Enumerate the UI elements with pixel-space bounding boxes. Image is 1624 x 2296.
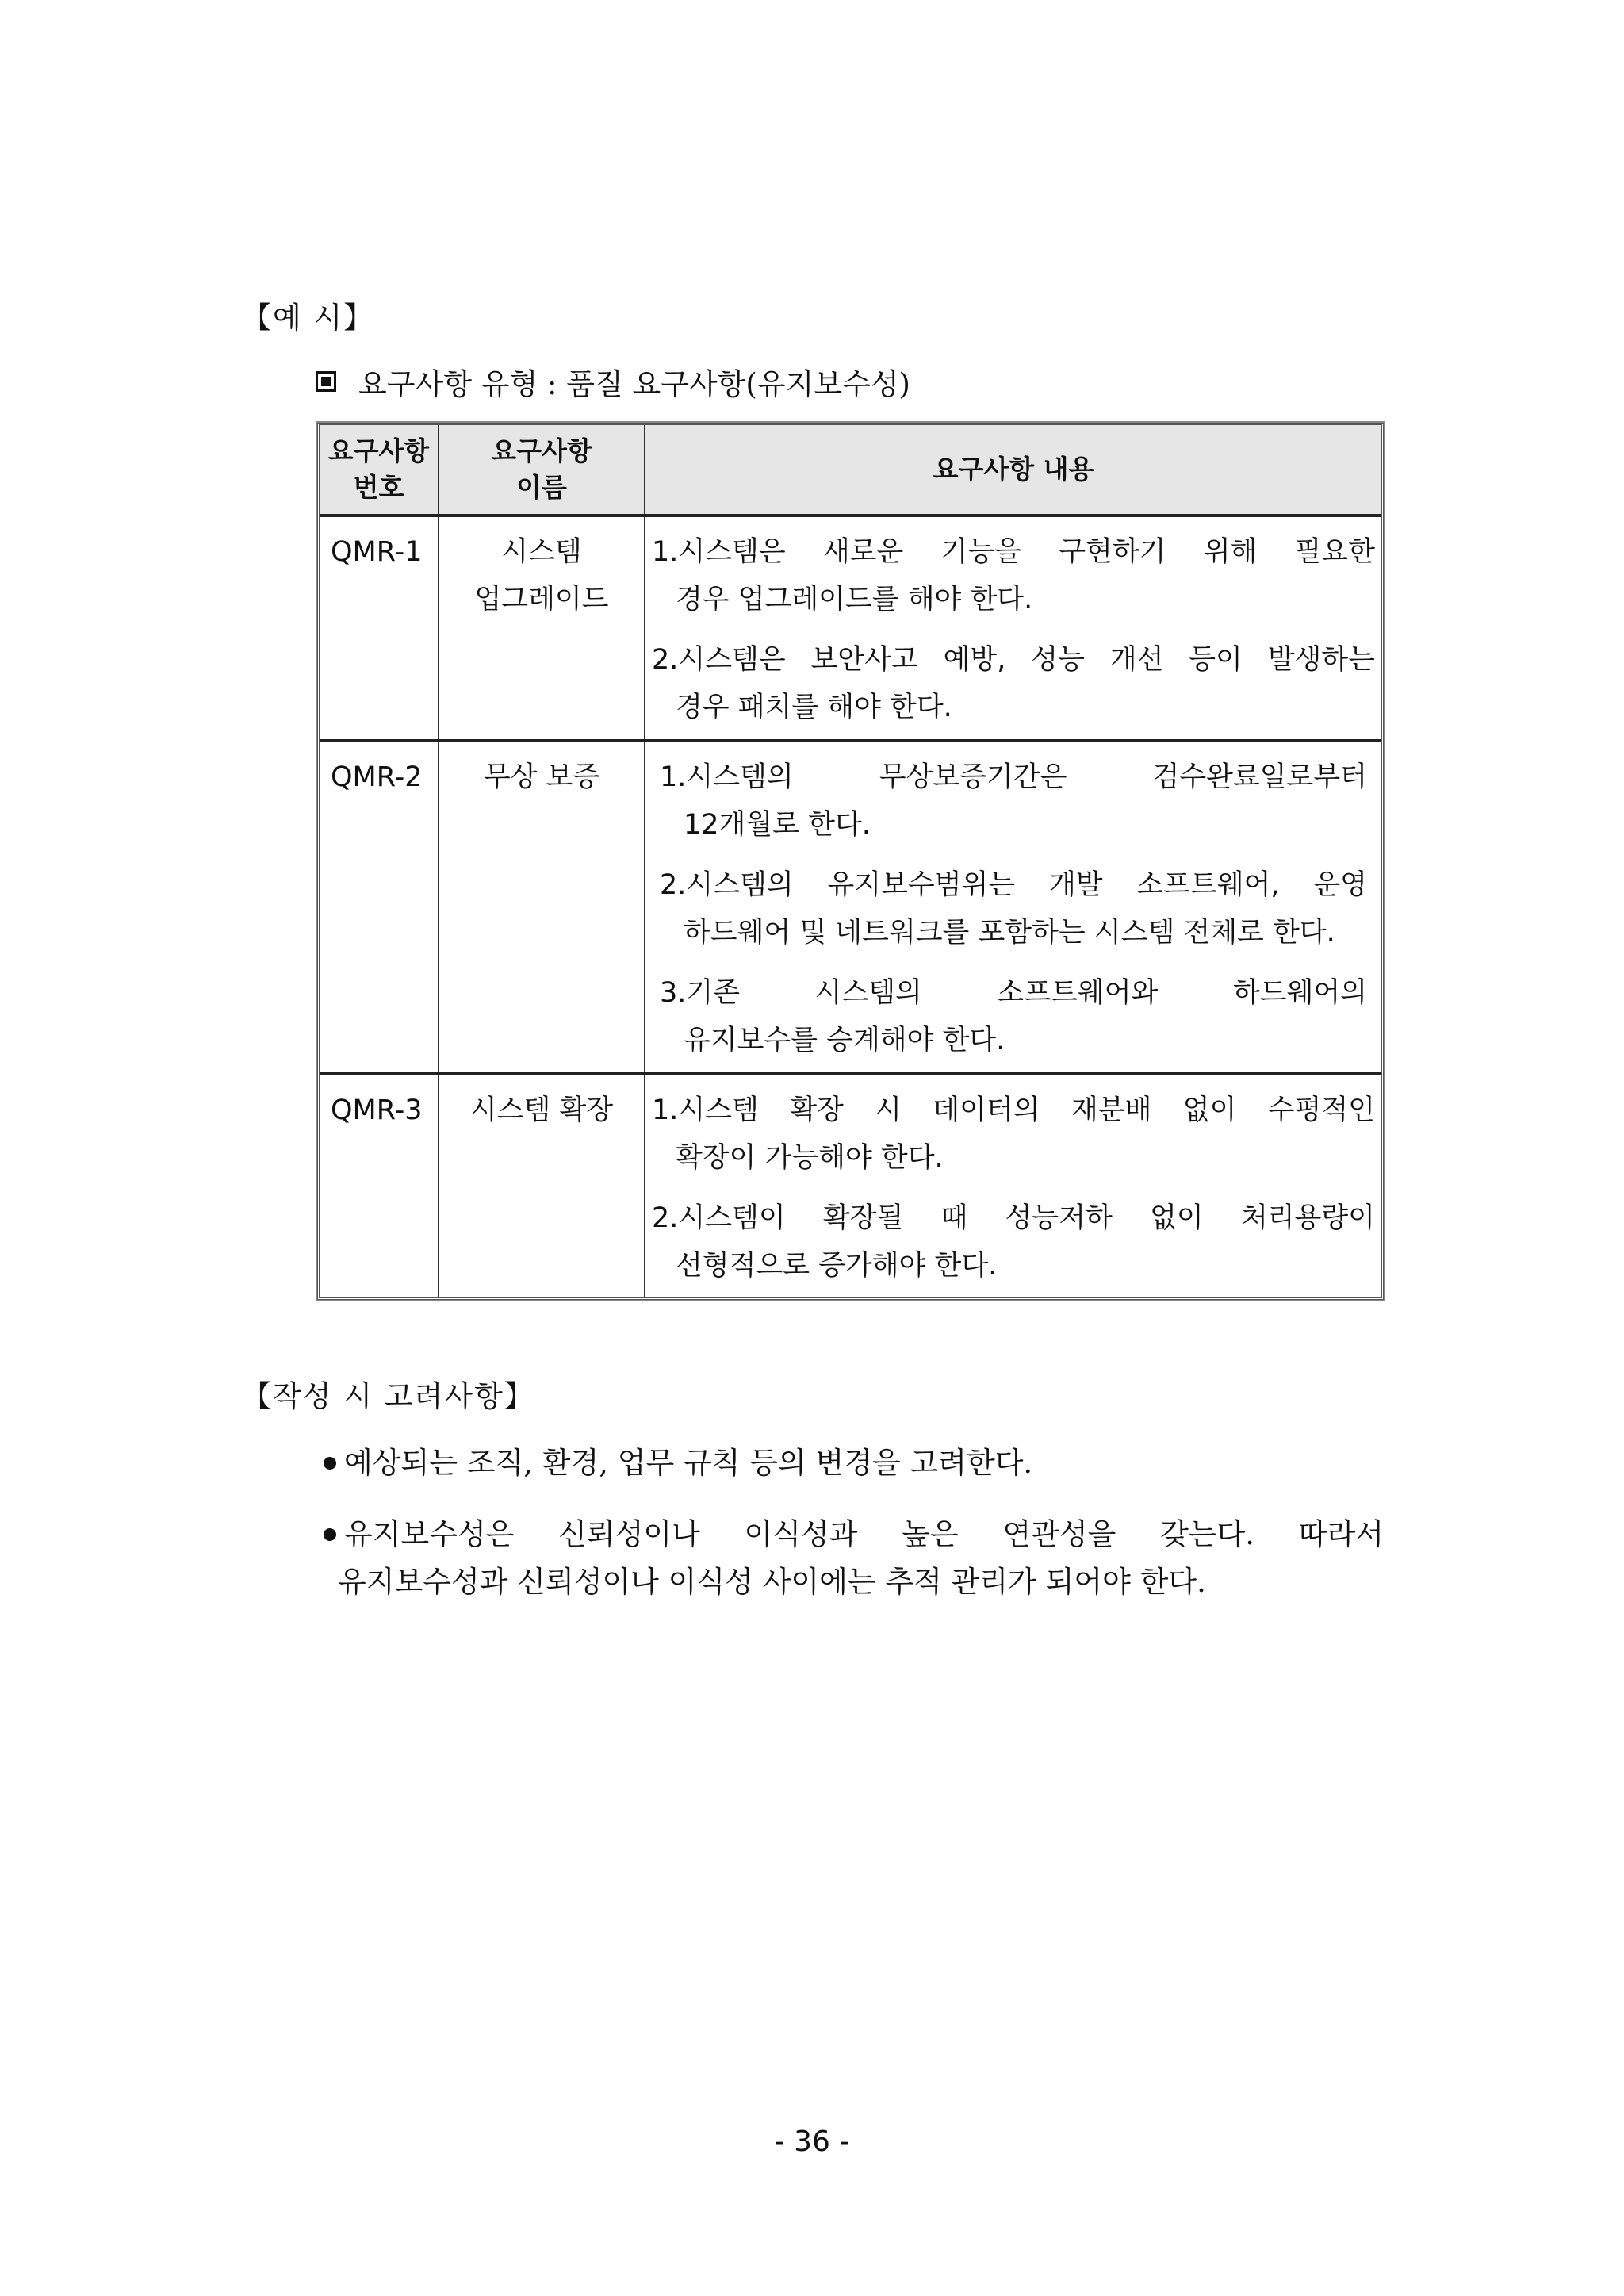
content-item-rest: 하드웨어 및 네트워크를 포함하는 시스템 전체로 한다. bbox=[684, 917, 1335, 949]
header-name-line2: 이름 bbox=[516, 472, 567, 503]
header-id-line1: 요구사항 bbox=[327, 435, 430, 466]
content-item-first-line: 1.시스템 확장 시 데이터의 재분배 없이 수평적인 bbox=[652, 1094, 1375, 1126]
content-item-first-line: 2.시스템의 유지보수범위는 개발 소프트웨어, 운영 bbox=[660, 869, 1367, 901]
requirement-type-line bbox=[316, 360, 910, 403]
table-row bbox=[320, 741, 1381, 1074]
table-row bbox=[320, 516, 1381, 741]
content-item-rest: 확장이 가능해야 한다. bbox=[676, 1142, 944, 1174]
content-item-rest: 경우 업그레이드를 해야 한다. bbox=[676, 584, 1033, 615]
page-number: - 36 - bbox=[774, 2125, 850, 2158]
requirement-id: QMR-1 bbox=[320, 516, 439, 741]
content-item-first-line: 2.시스템이 확장될 때 성능저하 없이 처리용량이 bbox=[652, 1202, 1375, 1234]
requirement-type-text: 요구사항 유형 : 품질 요구사항(유지보수성) bbox=[358, 367, 910, 401]
bullet-text bbox=[317, 1439, 1384, 1487]
example-heading: 【예 시】 bbox=[242, 301, 375, 335]
requirement-name bbox=[439, 741, 645, 1074]
content-item-rest: 선형적으로 증가해야 한다. bbox=[676, 1250, 998, 1282]
header-id bbox=[320, 425, 439, 516]
header-id-line2: 번호 bbox=[353, 472, 404, 503]
requirement-content bbox=[645, 516, 1381, 741]
bullet-text bbox=[317, 1511, 1384, 1606]
square-bullet-icon bbox=[316, 371, 336, 392]
bullet-line: 예상되는 조직, 환경, 업무 규칙 등의 변경을 고려한다. bbox=[344, 1446, 1033, 1480]
requirement-name-line1: 시스템 bbox=[501, 536, 582, 568]
requirement-name bbox=[439, 516, 645, 741]
content-item bbox=[645, 742, 1381, 857]
content-item-rest: 유지보수를 승계해야 한다. bbox=[684, 1025, 1005, 1056]
considerations-heading: 【작성 시 고려사항】 bbox=[242, 1379, 535, 1413]
requirement-id: QMR-3 bbox=[320, 1074, 439, 1297]
header-name-line1: 요구사항 bbox=[491, 435, 592, 466]
requirement-id: QMR-2 bbox=[320, 741, 439, 1074]
content-item-rest: 12개월로 한다. bbox=[684, 809, 871, 841]
content-item bbox=[645, 1190, 1381, 1297]
content-item bbox=[645, 1075, 1381, 1190]
content-item-rest: 경우 패치를 해야 한다. bbox=[676, 692, 952, 723]
bullet-dot-icon bbox=[324, 1528, 336, 1541]
requirement-content bbox=[645, 741, 1381, 1074]
requirement-name-line1: 무상 보증 bbox=[483, 761, 600, 793]
content-item-first-line: 3.기존 시스템의 소프트웨어와 하드웨어의 bbox=[660, 977, 1367, 1009]
header-content: 요구사항 내용 bbox=[645, 425, 1381, 516]
content-item bbox=[645, 964, 1381, 1072]
requirement-content bbox=[645, 1074, 1381, 1297]
consideration-bullet bbox=[317, 1439, 1384, 1487]
requirement-name-line2: 업그레이드 bbox=[474, 584, 609, 615]
requirement-name bbox=[439, 1074, 645, 1297]
table-row bbox=[320, 1074, 1381, 1297]
requirements-table bbox=[317, 423, 1384, 1300]
content-item-first-line: 2.시스템은 보안사고 예방, 성능 개선 등이 발생하는 bbox=[652, 644, 1375, 676]
bullet-dot-icon bbox=[324, 1457, 336, 1470]
content-item-first-line: 1.시스템은 새로운 기능을 구현하기 위해 필요한 bbox=[652, 536, 1375, 568]
content-item-first-line: 1.시스템의 무상보증기간은 검수완료일로부터 bbox=[660, 761, 1367, 793]
bullet-line: 유지보수성은 신뢰성이나 이식성과 높은 연관성을 갖는다. 따라서 bbox=[344, 1517, 1384, 1551]
content-item bbox=[645, 857, 1381, 964]
requirement-name-line1: 시스템 확장 bbox=[469, 1094, 614, 1126]
consideration-bullet bbox=[317, 1511, 1384, 1606]
table-header-row bbox=[320, 425, 1381, 516]
content-item bbox=[645, 517, 1381, 631]
content-item bbox=[645, 631, 1381, 739]
header-name bbox=[439, 425, 645, 516]
bullet-line-continued: 유지보수성과 신뢰성이나 이식성 사이에는 추적 관리가 되어야 한다. bbox=[338, 1565, 1206, 1599]
